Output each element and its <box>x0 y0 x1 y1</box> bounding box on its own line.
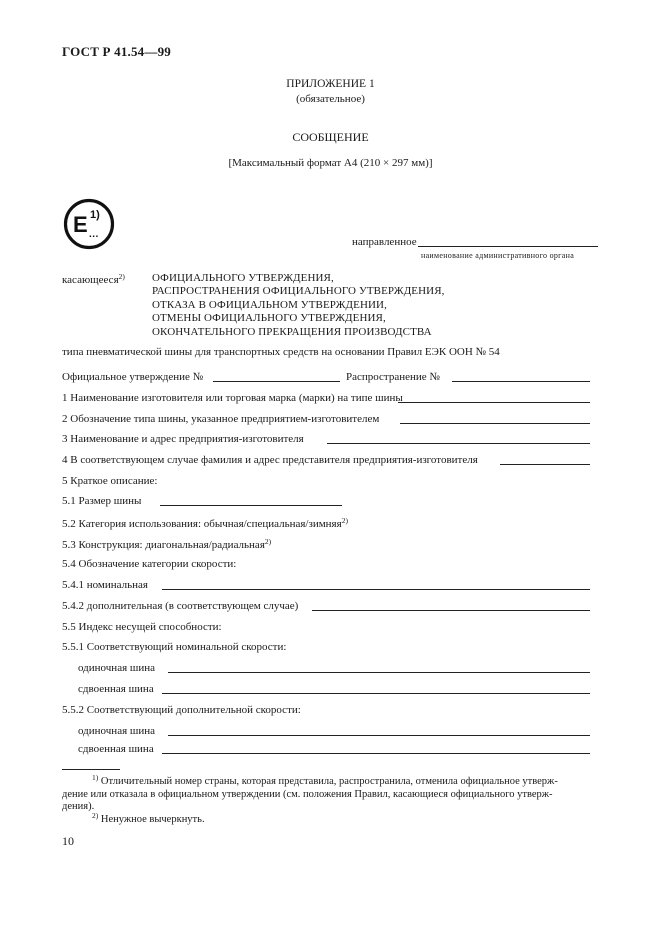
footnote-2: $^{2)}$ Ненужное вычеркнуть. <box>92 811 205 825</box>
field-5-1-input[interactable] <box>160 505 342 506</box>
field-5-5-label: 5.5 Индекс несущей способности: <box>62 621 222 633</box>
sent-label: направленное <box>352 236 417 248</box>
footnote-2-mark: 2) <box>92 811 99 820</box>
single-tire-nominal-input[interactable] <box>168 672 590 673</box>
document-code: ГОСТ Р 41.54—99 <box>62 44 171 59</box>
footnote-1-mark: 1) <box>92 773 99 782</box>
field-5-4-2-label: 5.4.2 дополнительная (в соответствующем случае) <box>62 600 299 612</box>
single-tire-additional-input[interactable] <box>168 735 590 736</box>
field-5-2-label: 5.2 Категория использования: обычная/специальная/зимняя$^{2)}$ <box>62 516 348 530</box>
concerning-item-extension: РАСПРОСТРАНЕНИЯ ОФИЦИАЛЬНОГО УТВЕРЖДЕНИЯ, <box>152 285 445 298</box>
dual-tire-additional-input[interactable] <box>162 753 590 754</box>
appendix-subtitle: (обязательное) <box>296 93 365 105</box>
field-5-4-1-label: 5.4.1 номинальная <box>62 579 148 591</box>
appendix-title: ПРИЛОЖЕНИЕ 1 <box>286 78 375 90</box>
field-5-1-label: 5.1 Размер шины <box>62 495 142 507</box>
page-number: 10 <box>62 834 74 848</box>
extension-number-label: Распространение № <box>346 371 440 383</box>
concerning-list <box>152 272 445 339</box>
concerning-item-approval: ОФИЦИАЛЬНОГО УТВЕРЖДЕНИЯ, <box>152 272 334 284</box>
message-title: СООБЩЕНИЕ <box>292 130 369 144</box>
e-mark-superscript: 1) <box>90 209 100 221</box>
field-1-label: 1 Наименование изготовителя или торговая марка (марки) на типе шины <box>62 392 403 404</box>
field-5-5-2-label: 5.5.2 Соответствующий дополнительной скорости: <box>62 704 301 716</box>
e-mark-dots: ... <box>89 229 99 240</box>
field-2-input[interactable] <box>400 423 590 424</box>
sent-to-field[interactable] <box>418 246 598 247</box>
field-3-label: 3 Наименование и адрес предприятия-изготовителя <box>62 433 304 445</box>
concerning-item-discontinued: ОКОНЧАТЕЛЬНОГО ПРЕКРАЩЕНИЯ ПРОИЗВОДСТВА <box>152 325 432 338</box>
field-5-3-label: 5.3 Конструкция: диагональная/радиальная$^{2)}$ <box>62 537 272 551</box>
format-note: [Максимальный формат А4 (210 × 297 мм)] <box>228 157 433 169</box>
tire-type-line: типа пневматической шины для транспортных средств на основании Правил ЕЭК ООН № 54 <box>62 346 500 358</box>
approval-number-field[interactable] <box>213 381 340 382</box>
single-tire-label-2: одиночная шина <box>78 725 156 737</box>
concerning-label: касающееся$^{2)}$ <box>62 272 125 286</box>
sent-caption: наименование административного органа <box>421 251 575 260</box>
dual-tire-nominal-input[interactable] <box>162 693 590 694</box>
field-5-4-1-input[interactable] <box>162 589 590 590</box>
field-5-5-1-label: 5.5.1 Соответствующий номинальной скорости: <box>62 641 287 653</box>
approval-number-label: Официальное утверждение № <box>62 371 204 383</box>
field-1-input[interactable] <box>398 402 590 403</box>
e-mark-emblem <box>63 198 115 250</box>
field-5-label: 5 Краткое описание: <box>62 475 158 487</box>
field-3-input[interactable] <box>327 443 590 444</box>
concerning-item-withdrawal: ОТМЕНЫ ОФИЦИАЛЬНОГО УТВЕРЖДЕНИЯ, <box>152 312 386 325</box>
field-5-4-label: 5.4 Обозначение категории скорости: <box>62 558 237 570</box>
field-5-4-2-input[interactable] <box>312 610 590 611</box>
dual-tire-label-2: сдвоенная шина <box>78 743 154 755</box>
extension-number-field[interactable] <box>452 381 590 382</box>
footnote-divider <box>62 769 120 770</box>
e-mark-circle-icon <box>63 198 115 250</box>
single-tire-label-1: одиночная шина <box>78 662 156 674</box>
footnote-1: $^{1)}$ Отличительный номер страны, которая представила, распространила, отменила официальное утверж- дение или отказала в официальном утверждении (см. положения Правил, касающиеся официального утверж- дения). <box>62 773 558 812</box>
field-2-label: 2 Обозначение типа шины, указанное предприятием-изготовителем <box>62 413 380 425</box>
dual-tire-label-1: сдвоенная шина <box>78 683 154 695</box>
e-mark-letter: E <box>73 212 88 237</box>
concerning-item-refusal: ОТКАЗА В ОФИЦИАЛЬНОМ УТВЕРЖДЕНИИ, <box>152 298 387 311</box>
field-4-label: 4 В соответствующем случае фамилия и адрес представителя предприятия-изготовителя <box>62 454 478 466</box>
field-4-input[interactable] <box>500 464 590 465</box>
